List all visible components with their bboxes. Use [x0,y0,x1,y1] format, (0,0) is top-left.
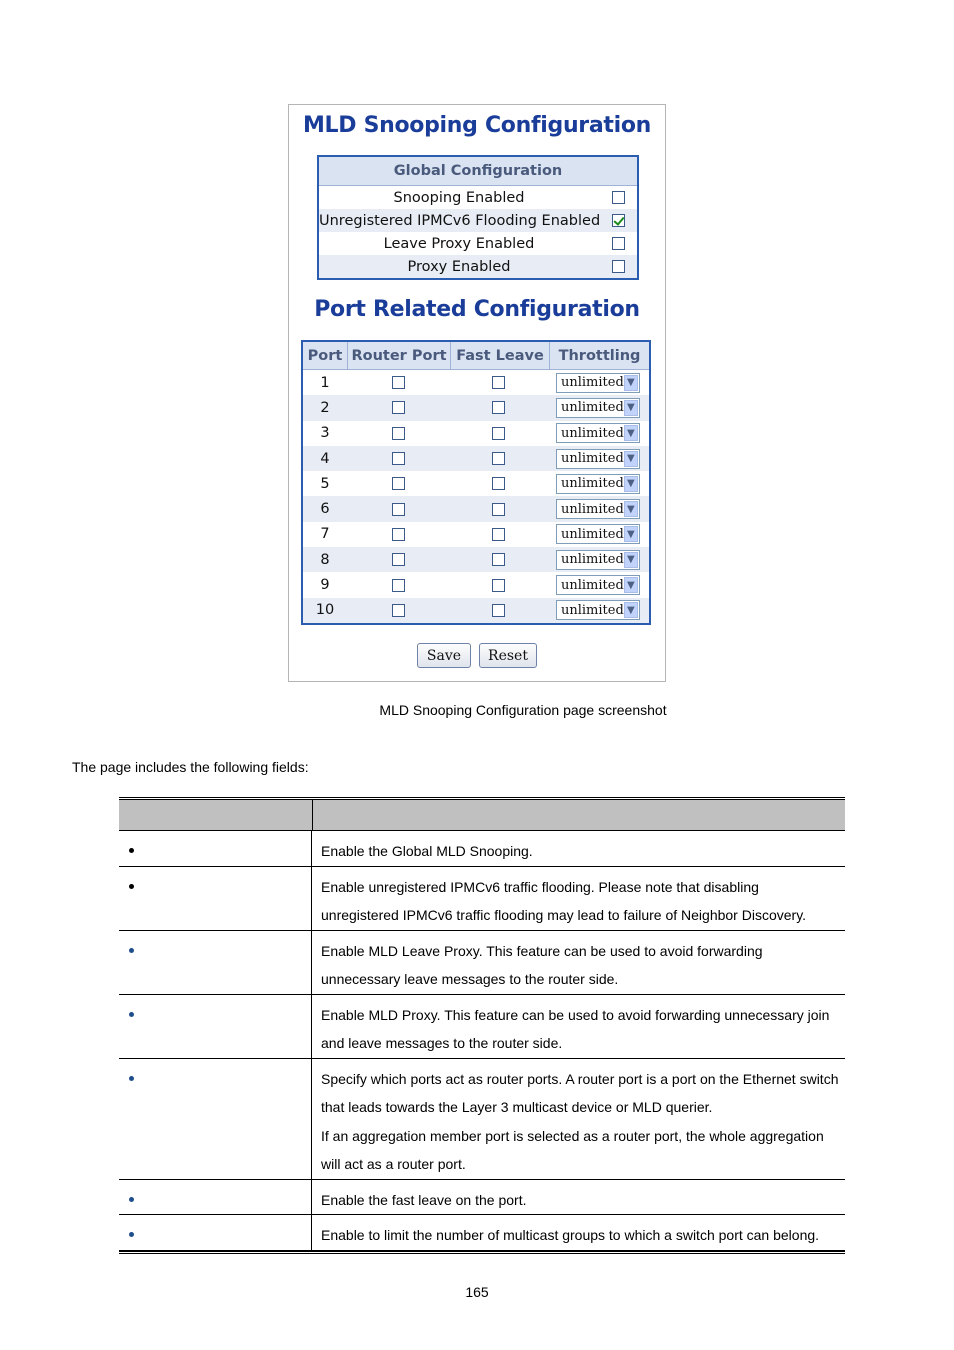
field-description-text: Enable the fast leave on the port. [321,1191,527,1208]
chevron-down-icon[interactable]: ▼ [624,577,638,593]
port-number: 6 [320,501,330,518]
col-throttling: Throttling [558,347,641,364]
chevron-down-icon[interactable]: ▼ [624,400,638,416]
col-router-port: Router Port [348,342,451,369]
global-config-label: Leave Proxy Enabled [383,235,535,252]
global-config-label: Proxy Enabled [407,258,511,275]
fast-leave-cell [449,376,547,389]
port-row [303,370,649,395]
throttling-select[interactable] [556,423,640,443]
port-number: 8 [320,551,330,568]
field-row [119,995,845,1059]
global-config-table [317,155,639,280]
fast-leave-cell [449,401,547,414]
router-port-checkbox[interactable] [392,579,405,592]
port-row [303,395,649,420]
throttling-select[interactable] [556,499,640,519]
throttling-value: unlimited [561,602,624,618]
port-number: 1 [320,374,330,391]
bullet-icon [129,884,134,889]
router-port-cell [347,503,449,516]
field-description [312,1059,845,1179]
bullet-icon [129,1197,134,1202]
table-end-rule [119,1251,845,1254]
field-description-text: Specify which ports act as router ports. A router port is a port on the Ethernet switch that leads towards the Layer 3 multicast device or MLD querier. [321,1070,839,1115]
field-description [312,1180,845,1215]
chevron-down-icon[interactable]: ▼ [624,375,638,391]
global-config-row [319,232,637,255]
page-title: MLD Snooping Configuration [302,113,652,138]
router-port-checkbox[interactable] [392,401,405,414]
field-description [312,867,845,930]
throttling-value: unlimited [561,552,624,568]
chevron-down-icon[interactable]: ▼ [624,602,638,618]
field-row [119,1059,845,1180]
field-description-text: Enable to limit the number of multicast groups to which a switch port can belong. [321,1227,820,1243]
port-row [303,471,649,496]
field-object-cell [119,931,312,994]
throttling-select[interactable] [556,550,640,570]
fast-leave-cell [449,604,547,617]
port-number: 4 [320,450,330,467]
throttling-select[interactable] [556,449,640,469]
global-config-row [319,209,637,232]
global-config-header [319,157,637,186]
field-description [312,1215,845,1250]
port-row [303,572,649,597]
port-number: 9 [320,577,330,594]
fast-leave-checkbox[interactable] [492,477,505,490]
bullet-icon [129,848,134,853]
global-config-checkbox[interactable] [612,191,625,204]
router-port-cell [347,427,449,440]
global-config-label: Snooping Enabled [393,189,525,206]
bullet-icon [129,1076,134,1081]
field-object-cell [119,831,312,866]
figure-caption: MLD Snooping Configuration page screenshot [379,702,667,718]
port-number: 7 [320,526,330,543]
field-description-text: Enable MLD Proxy. This feature can be used to avoid forwarding unnecessary join and leave messages to the router side. [321,1006,830,1051]
chevron-down-icon[interactable]: ▼ [624,451,638,467]
throttling-cell [547,550,649,570]
fast-leave-cell [449,503,547,516]
global-config-label: Unregistered IPMCv6 Flooding Enabled [319,212,601,229]
intro-text: The page includes the following fields: [72,759,309,775]
throttling-select[interactable] [556,373,640,393]
chevron-down-icon[interactable]: ▼ [624,425,638,441]
field-object-cell [119,1180,312,1215]
fast-leave-cell [449,553,547,566]
header-object-cell [119,800,313,830]
throttling-cell [547,600,649,620]
throttling-cell [547,499,649,519]
fast-leave-checkbox[interactable] [492,452,505,465]
router-port-checkbox[interactable] [392,553,405,566]
throttling-cell [547,398,649,418]
global-config-row [319,255,637,278]
field-object-cell [119,1059,312,1179]
fast-leave-checkbox[interactable] [492,553,505,566]
router-port-cell [347,528,449,541]
port-number: 3 [320,425,330,442]
chevron-down-icon[interactable]: ▼ [624,526,638,542]
port-row [303,446,649,471]
field-row [119,831,845,867]
port-row [303,496,649,521]
fast-leave-cell [449,579,547,592]
col-port: Port [303,342,348,369]
field-object-cell [119,1215,312,1250]
throttling-value: unlimited [561,425,624,441]
field-description [312,995,845,1058]
throttling-value: unlimited [561,400,624,416]
field-description-text: Enable the Global MLD Snooping. [321,843,533,859]
throttling-cell [547,575,649,595]
checkbox-cell [599,260,637,273]
field-description-text: Enable unregistered IPMCv6 traffic flooding. Please note that disabling unregistered IPMCv6 traffic flooding may lead to failure of Neighbor Discovery. [321,878,807,923]
throttling-value: unlimited [561,577,624,593]
router-port-checkbox[interactable] [392,477,405,490]
port-section-title: Port Related Configuration [314,297,640,322]
fast-leave-checkbox[interactable] [492,401,505,414]
fast-leave-cell [449,452,547,465]
router-port-checkbox[interactable] [392,376,405,389]
router-port-checkbox[interactable] [392,604,405,617]
throttling-select[interactable] [556,398,640,418]
fast-leave-checkbox[interactable] [492,579,505,592]
throttling-select[interactable] [556,600,640,620]
router-port-checkbox[interactable] [392,452,405,465]
global-config-rows [319,186,637,278]
field-row [119,1215,845,1251]
port-number: 10 [315,602,335,619]
router-port-cell [347,376,449,389]
throttling-select[interactable] [556,524,640,544]
throttling-cell [547,423,649,443]
field-object-cell [119,995,312,1058]
chevron-down-icon[interactable]: ▼ [624,501,638,517]
port-rows [303,370,649,623]
field-row [119,1180,845,1216]
fast-leave-checkbox[interactable] [492,604,505,617]
checkbox-cell [600,214,637,227]
reset-button[interactable]: Reset [479,643,537,668]
fields-table [119,797,845,1254]
fast-leave-cell [449,477,547,490]
throttling-value: unlimited [561,451,624,467]
fast-leave-cell [449,528,547,541]
global-config-checkbox[interactable] [612,214,625,227]
page-number: 165 [465,1284,489,1300]
field-description [312,831,845,866]
port-config-table [301,340,651,625]
throttling-select[interactable] [556,575,640,595]
throttling-cell [547,524,649,544]
fast-leave-checkbox[interactable] [492,528,505,541]
fast-leave-cell [449,427,547,440]
throttling-value: unlimited [561,526,624,542]
port-number: 5 [320,475,330,492]
col-fast-leave: Fast Leave [451,342,550,369]
bullet-icon [129,1232,134,1237]
field-row [119,931,845,995]
router-port-cell [347,401,449,414]
router-port-cell [347,604,449,617]
global-config-checkbox[interactable] [612,260,625,273]
port-row [303,598,649,623]
router-port-cell [347,477,449,490]
field-description [312,931,845,994]
throttling-value: unlimited [561,501,624,517]
throttling-value: unlimited [561,375,624,391]
router-port-cell [347,579,449,592]
bullet-icon [129,948,134,953]
chevron-down-icon[interactable]: ▼ [624,476,638,492]
router-port-checkbox[interactable] [392,503,405,516]
field-row [119,867,845,931]
global-config-row [319,186,637,209]
global-config-header-label: Global Configuration [393,163,563,179]
field-description-text: Enable MLD Leave Proxy. This feature can be used to avoid forwarding unnecessary leave messages to the router side. [321,942,763,987]
port-row [303,522,649,547]
router-port-cell [347,553,449,566]
throttling-value: unlimited [561,476,624,492]
save-button[interactable]: Save [417,643,471,668]
bullet-icon [129,1012,134,1017]
port-number: 2 [320,399,330,416]
port-table-header [303,342,649,370]
fast-leave-checkbox[interactable] [492,376,505,389]
field-object-cell [119,867,312,930]
router-port-checkbox[interactable] [392,528,405,541]
fields-table-header [119,800,845,831]
chevron-down-icon[interactable]: ▼ [624,552,638,568]
throttling-cell [547,373,649,393]
screenshot-panel [288,104,666,682]
checkbox-cell [599,191,637,204]
checkbox-cell [599,237,637,250]
throttling-cell [547,474,649,494]
router-port-checkbox[interactable] [392,427,405,440]
throttling-select[interactable] [556,474,640,494]
global-config-checkbox[interactable] [612,237,625,250]
fast-leave-checkbox[interactable] [492,427,505,440]
fields-rows [119,831,845,1251]
field-description-text: If an aggregation member port is selected as a router port, the whole aggregation will act as a router port. [321,1127,824,1172]
port-row [303,421,649,446]
router-port-cell [347,452,449,465]
port-row [303,547,649,572]
fast-leave-checkbox[interactable] [492,503,505,516]
throttling-cell [547,449,649,469]
